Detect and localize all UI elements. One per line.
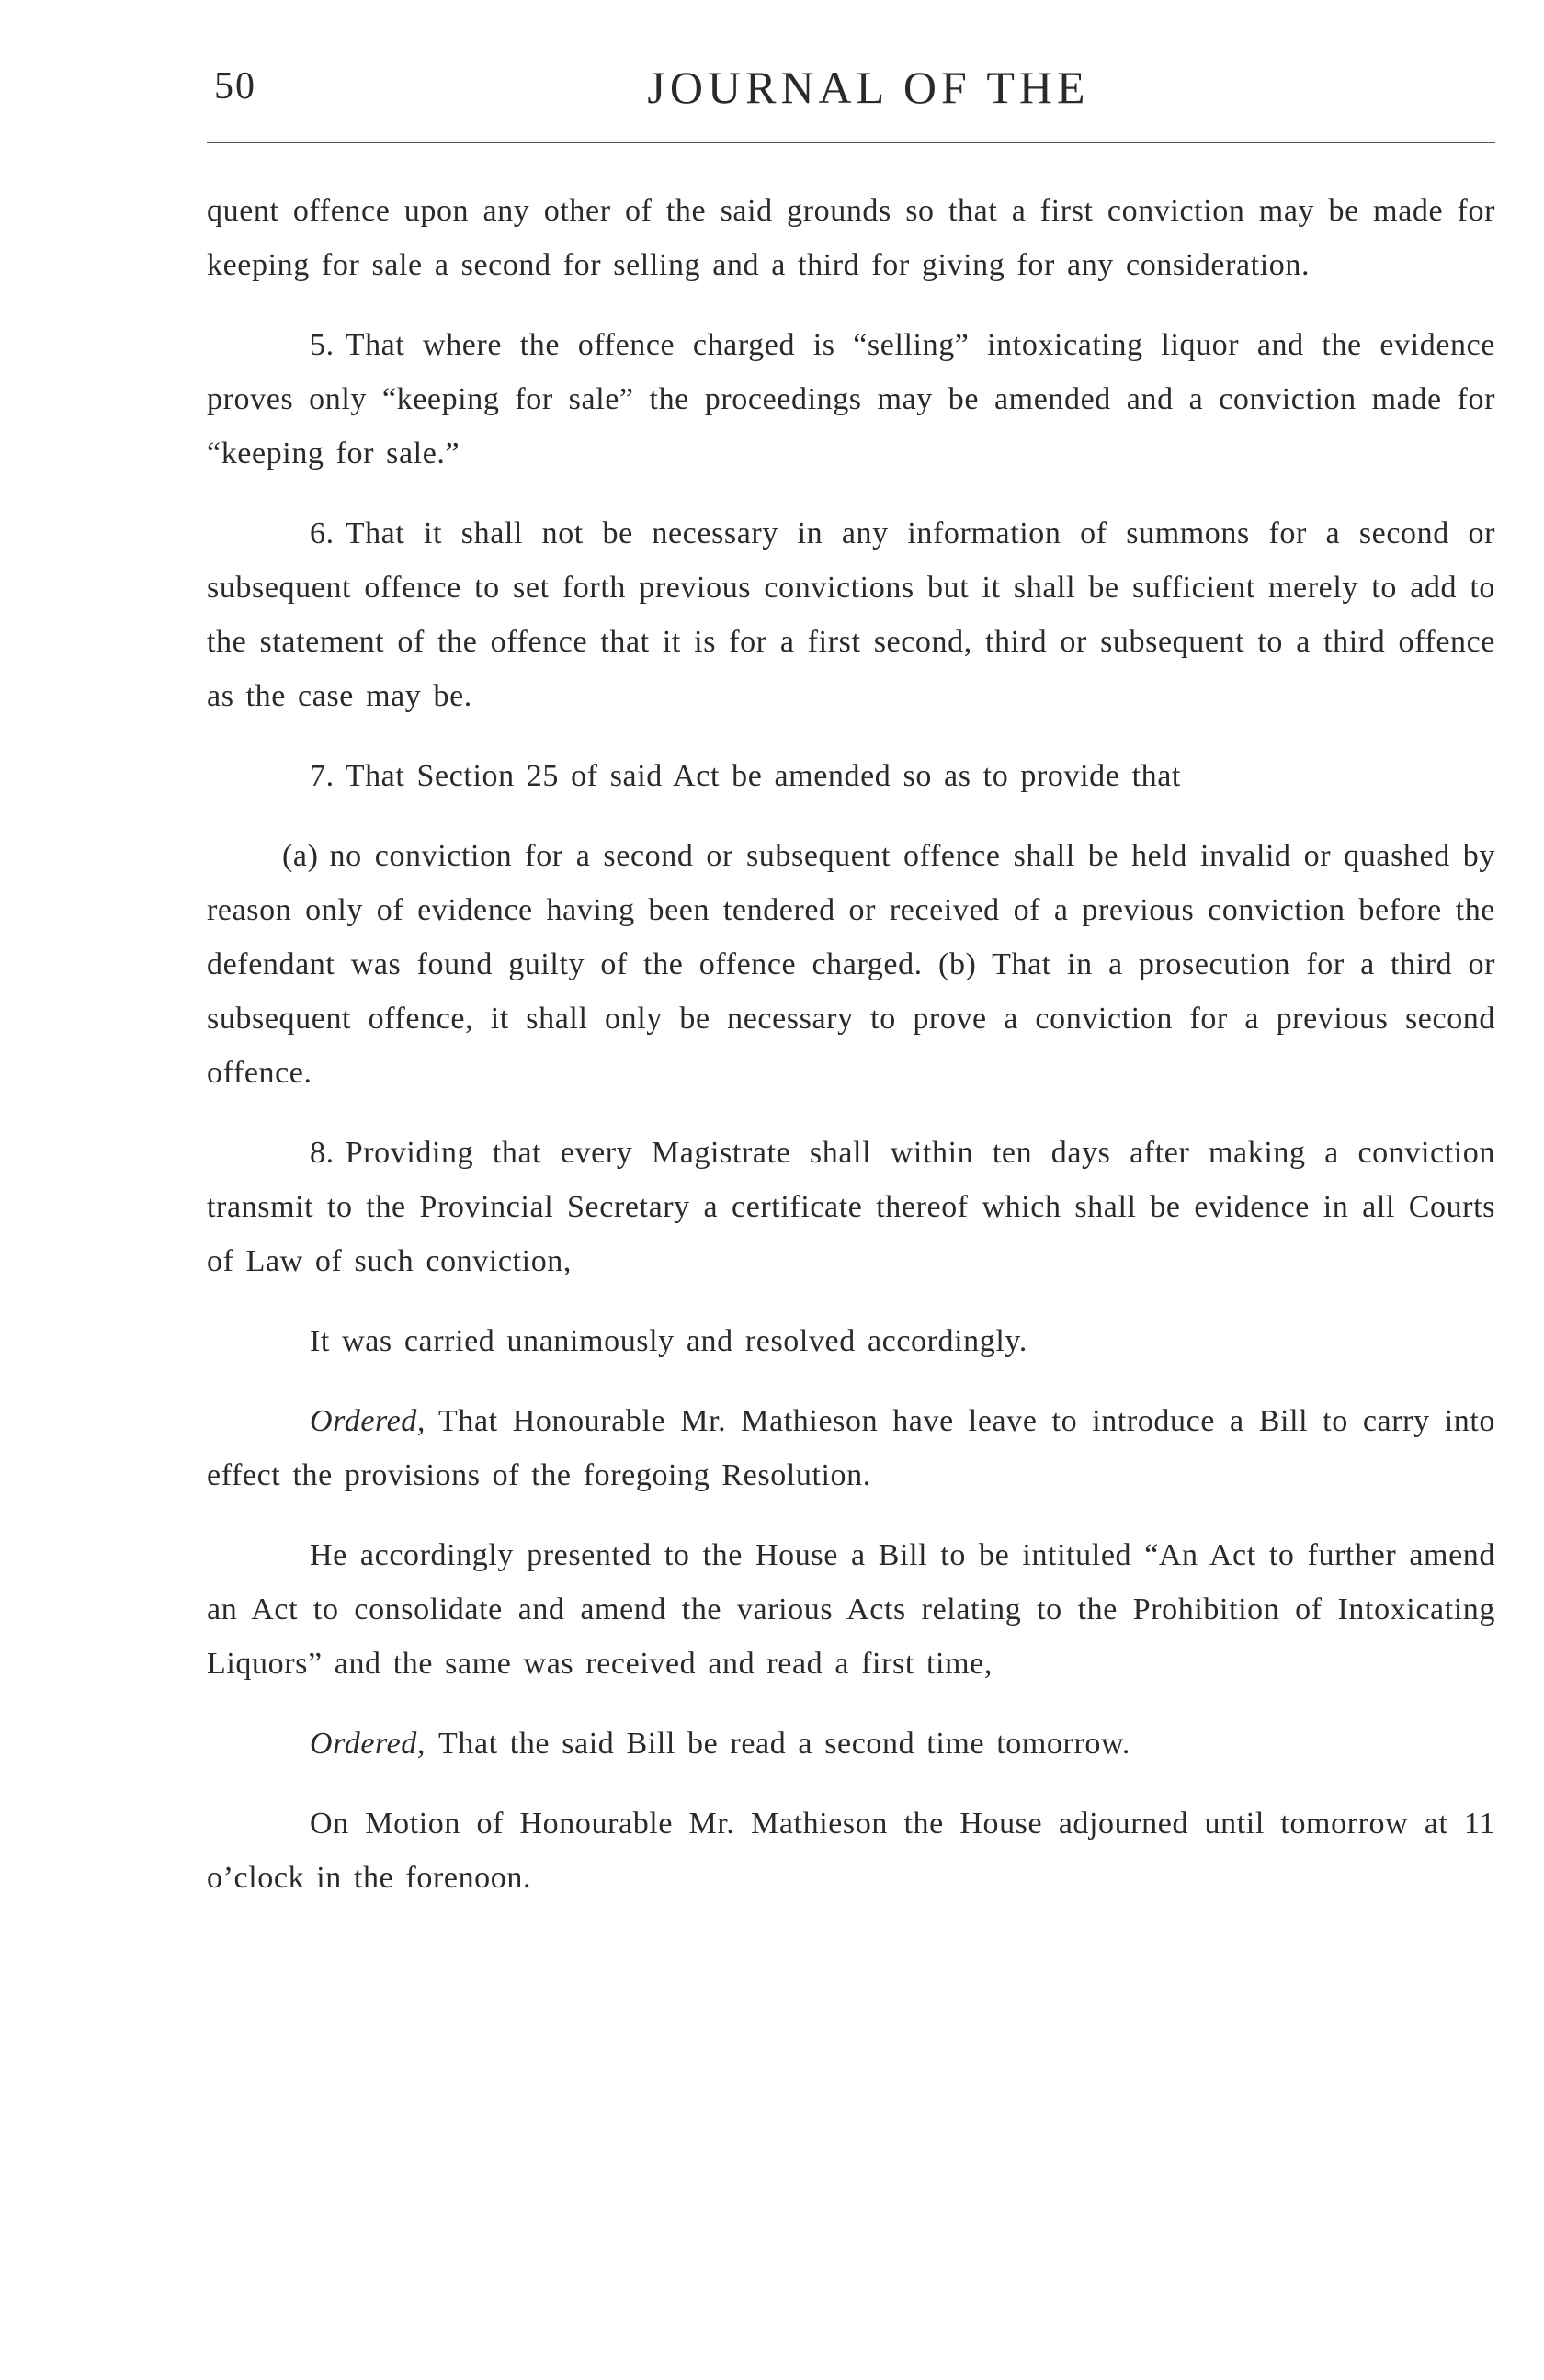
order-leave-to-introduce (207, 1394, 1495, 1502)
order-second-reading (207, 1717, 1495, 1771)
ordered-lead: Ordered, (310, 1727, 426, 1761)
resolution-item-7 (207, 749, 1495, 803)
paragraph-text: That the said Bill be read a second time tomorrow. (437, 1727, 1131, 1761)
paragraph-text: That it shall not be necessary in any information of summons for a second or subsequent offence to set forth previous convictions but it shall be sufficient merely to add to the statement of the offence that it is for a first second, third or subsequent to a third offence as the case may be. (207, 516, 1495, 713)
adjournment-motion (207, 1796, 1495, 1905)
resolution-item-5 (207, 318, 1495, 481)
paragraph-text: On Motion of Honourable Mr. Mathieson the House adjourned until tomorrow at 11 o’clock in the forenoon. (207, 1807, 1495, 1895)
paragraph-text: That where the offence charged is “selling” intoxicating liquor and the evidence proves only “keeping for sale” the proceedings may be amended and a conviction made for “keeping for sale.” (207, 328, 1495, 470)
resolution-item-8 (207, 1126, 1495, 1288)
resolution-subitem-a (207, 829, 1495, 1100)
resolution-item-6 (207, 506, 1495, 723)
paragraph-continuation (207, 184, 1495, 292)
item-number: 6. (310, 516, 335, 550)
running-head (207, 57, 1493, 121)
header-rule (207, 142, 1495, 143)
paragraph-text: quent offence upon any other of the said grounds so that a first conviction may be made for keeping for sale a second for selling and a third for giving for any consideration. (207, 194, 1495, 282)
paragraph-text: That Section 25 of said Act be amended so as to provide that (345, 759, 1181, 793)
paragraph-text: It was carried unanimously and resolved accordingly. (310, 1324, 1027, 1358)
paragraph-text: That Honourable Mr. Mathieson have leave to introduce a Bill to carry into effect the provisions of the foregoing Resolution. (207, 1404, 1495, 1492)
bill-presented (207, 1528, 1495, 1691)
item-number: 8. (310, 1136, 335, 1170)
page-number: 50 (214, 65, 256, 108)
paragraph-text: He accordingly presented to the House a Bill to be intituled “An Act to further amend an Act to consolidate and amend the various Acts relating to the Prohibition of Intoxicating Liquors” and the same was received and read a first time, (207, 1538, 1495, 1681)
journal-body (207, 184, 1495, 1905)
running-title: JOURNAL OF THE (647, 62, 1090, 113)
item-number: (a) (282, 839, 319, 873)
item-number: 7. (310, 759, 335, 793)
item-number: 5. (310, 328, 335, 362)
paragraph-text: no conviction for a second or subsequent offence shall be held invalid or quashed by reason only of evidence having been tendered or received of a previous conviction before the defendant was found guilty of the offence charged. (b) That in a prosecution for a third or subsequent offence, it shall only be necessary to prove a conviction for a previous second offence. (207, 839, 1495, 1090)
paragraph-text: Providing that every Magistrate shall within ten days after making a conviction transmit to the Provincial Secretary a certificate thereof which shall be evidence in all Courts of Law of such conviction, (207, 1136, 1495, 1278)
ordered-lead: Ordered, (310, 1404, 426, 1438)
carried-statement (207, 1314, 1495, 1368)
